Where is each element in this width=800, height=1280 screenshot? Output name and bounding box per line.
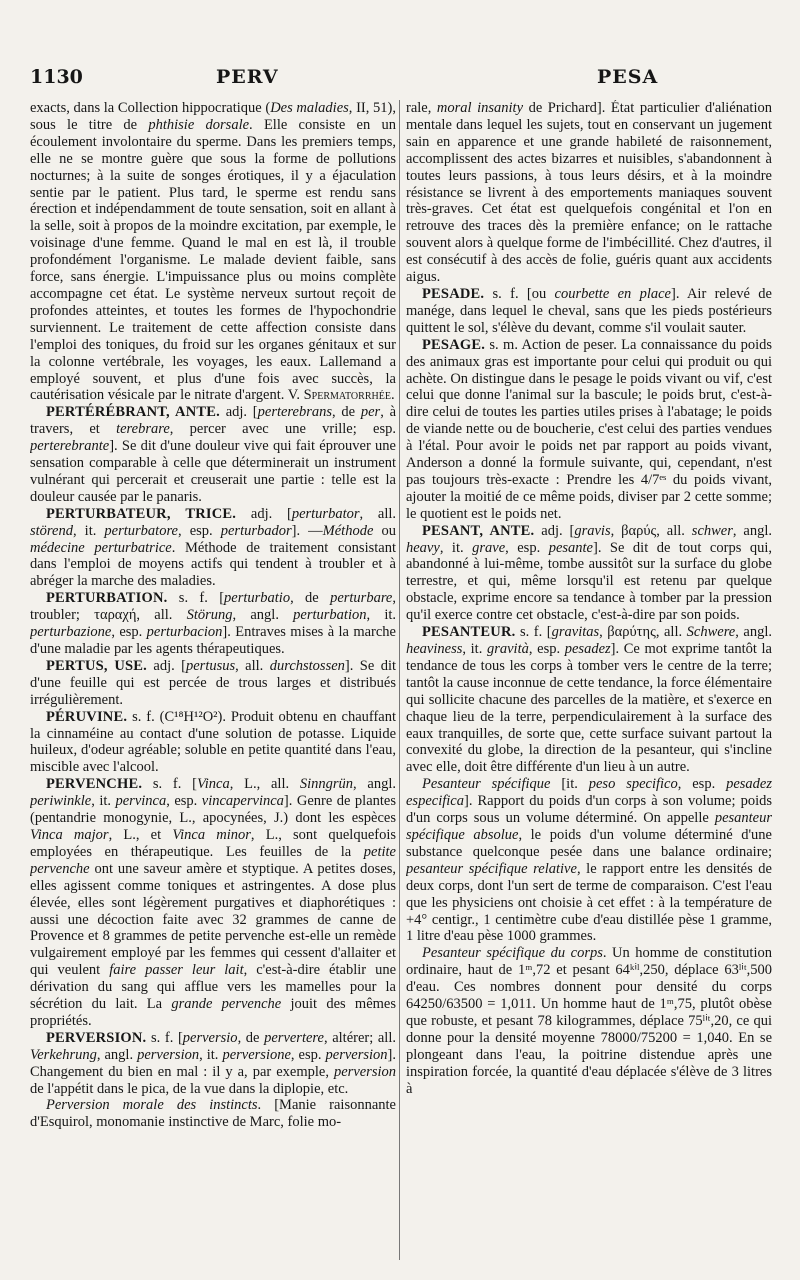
entry-text: , à travers, et	[30, 404, 396, 438]
entry-text: , c'est-à-dire établir une dérivation du sang qui afflue vers les mamelles pour la sécrétion du lait. La	[30, 962, 396, 1013]
dictionary-entry	[30, 404, 396, 505]
dictionary-entry	[406, 523, 772, 624]
italic-term: courbette en place	[554, 285, 671, 302]
entry-text: , esp.	[677, 776, 727, 793]
italic-term: phthisie dorsale	[148, 116, 250, 133]
entry-text: , le poids d'un volume déterminé d'une substance quelconque pesée dans une balance ordinaire;	[406, 826, 772, 860]
italic-term: grave	[472, 539, 506, 556]
italic-term: pesante	[548, 539, 593, 556]
italic-term: perversione	[222, 1046, 291, 1063]
italic-term: pesanteur spécifique relative	[406, 860, 577, 877]
entry-text: s. f. (C¹⁸H¹²O²). Produit obtenu en chauffant la cinnaméine au contact d'une solution de potasse. Liquide huileux, d'odeur agréable; soluble en petite quantité dans l'eau, miscible avec l'alcool.	[30, 708, 396, 776]
entry-headword: PERTUS, USE.	[46, 657, 147, 674]
italic-term: Vinca major	[30, 826, 109, 843]
italic-term: durchstossen	[269, 657, 345, 674]
italic-term: störend	[30, 522, 73, 539]
entry-text: . [Manie raisonnante d'Esquirol, monomanie instinctive de Marc, folie mo-	[30, 1097, 396, 1131]
italic-term: perturbador	[220, 522, 292, 539]
italic-term: perturbatore	[104, 522, 178, 539]
dictionary-entry	[406, 945, 772, 1097]
italic-term: perterebrante	[30, 438, 110, 455]
entry-text: [it.	[550, 776, 589, 793]
italic-term: gravitas	[551, 624, 600, 641]
entry-text: ]. Ce mot exprime tantôt la tendance de tous les corps à tomber vers le centre de la terre; tantôt la cause inconnue de cette tendance, la force élémentaire qui sollicite chacune des parcelles de la matière, et s'exerce en chaque lieu de la terre, perpendiculairement à la surface des eaux tranquilles, de sorte que, cette surface suivant partout la convexité du globe, la direction de la pesanteur, qui s'incline avec elle, doit être différente d'un lieu à un autre.	[406, 641, 772, 776]
italic-term: per	[360, 404, 381, 421]
entry-text: , de	[332, 404, 361, 421]
italic-term: vincapervinca	[201, 793, 284, 810]
entry-text: , altérer; all.	[323, 1029, 396, 1046]
dictionary-entry	[30, 506, 396, 591]
dictionary-entry	[30, 1030, 396, 1098]
italic-term: pesadez especifica	[406, 776, 772, 810]
italic-term: Pesanteur spécifique du corps	[422, 945, 603, 962]
entry-text: , βαρύτης, all.	[599, 624, 687, 641]
italic-term: Des maladies	[270, 100, 349, 116]
entry-text: , angl.	[735, 624, 772, 641]
entry-text: adj. [	[219, 404, 258, 421]
entry-text: ]. —	[291, 522, 323, 539]
entry-text: , L., all.	[229, 776, 300, 793]
italic-term: perversion	[137, 1046, 200, 1063]
entry-text: ]. Genre de plantes (pentandrie monogynie, L., apocynées, J.) dont les espèces	[30, 793, 396, 827]
italic-term: faire passer leur lait	[109, 962, 244, 979]
italic-term: gravità	[486, 641, 529, 657]
continued-paragraph	[30, 100, 396, 404]
entry-text: Spermatorrhée	[303, 387, 391, 404]
italic-term: perturbacion	[146, 624, 223, 641]
italic-term: perversio	[182, 1029, 238, 1046]
italic-term: Perversion morale des instincts	[46, 1097, 258, 1114]
entry-text: ont une saveur amère et styptique. A petites doses, elles agissent comme toniques et astringentes. A dose plus élevée, elles sont légèrement purgatives et diaphorétiques : aussi une décoction faite avec 32 grammes de canne de Provence et 8 grammes de petite pervenche est-elle un remède vulgairement employé par les femmes qui cessent d'allaiter et qui veulent	[30, 860, 396, 979]
entry-text: ]. Rapport du poids d'un corps à son volume; poids d'un corps sous un volume déterminé. On appelle	[406, 793, 772, 827]
entry-text: , II, 51), sous le titre de	[30, 100, 396, 133]
entry-text: , it.	[366, 607, 396, 624]
column-divider	[399, 100, 400, 1260]
entry-headword: PESADE.	[422, 285, 485, 302]
italic-term: perturbation	[293, 607, 367, 624]
entry-text: exacts, dans la Collection hippocratique (	[30, 100, 271, 116]
italic-term: perturbare	[330, 590, 393, 607]
entry-text: jouit des mêmes propriétés.	[30, 996, 396, 1029]
entry-text: , percer avec une vrille; esp.	[169, 421, 396, 438]
entry-text: , esp.	[290, 1046, 326, 1063]
italic-term: pervertere	[264, 1029, 324, 1046]
entry-text: .	[390, 387, 395, 404]
entry-text: , it.	[91, 793, 116, 810]
entry-text: ]. Air relevé de manége, dans lequel le cheval, sans que les pieds postérieurs quittent le sol, s'élève du devant, comme s'il voulait sauter.	[406, 285, 772, 336]
entry-text: ]. Se dit de tout corps qui, abandonné à lui-même, tombe aussitôt sur la surface du globe terrestre, et qui, même lorsqu'il est retenu par quelque obstacle, exprime encore sa tendance à tomber par la pression qu'il exerce contre cet obstacle, c'est-à-dire par son poids.	[406, 539, 772, 624]
entry-text: rale,	[406, 100, 437, 116]
italic-term: Vinca minor	[172, 826, 251, 843]
entry-text: , angl.	[353, 776, 396, 793]
entry-text: s. f. [	[146, 1029, 183, 1046]
entry-text: , troubler; ταραχή, all.	[30, 590, 396, 624]
italic-term: perturbazione	[30, 624, 112, 641]
entry-text: , it.	[199, 1046, 223, 1063]
entry-text: ]. Changement du bien en mal : il y a, par exemple,	[30, 1046, 396, 1080]
entry-headword: PESANTEUR.	[422, 624, 516, 641]
dictionary-entry	[30, 1097, 396, 1131]
entry-text: . Elle consiste en un écoulement involontaire du sperme. Dans les premiers temps, elle ne se montre guère que sous la forme de pollutions nocturnes; à la suite de songes érotiques, il y a éjaculation sentie par le patient. Plus tard, le sperme est rendu sans érection et indépendamment de toute sensation, soit en allant à la selle, soit à propos de la moindre excitation, par exemple, le voisinage d'une femme. Quand le mal en est là, il trouble profondément l'organisme. Le malade devient faible, sans force, sans énergie. L'impuissance plus ou moins complète accompagne cet état. Le système nerveux surtout reçoit de profondes atteintes, et toutes les formes de l'hypochondrie surviennent. Le traitement de cette affection consiste dans l'emploi des toniques, du froid sur les organes génitaux et sur la colonne vertébrale, les voyages, les eaux. Lallemand a employé souvent, et plus d'une fois avec succès, la cautérisation vésicale par le nitrate d'argent. V.	[30, 116, 396, 404]
entry-headword: PESAGE.	[422, 336, 486, 353]
dictionary-entry	[30, 658, 396, 709]
entry-headword: PERTURBATEUR, TRICE.	[46, 505, 237, 522]
entry-text: , angl.	[96, 1046, 138, 1063]
italic-term: periwinkle	[30, 793, 92, 810]
right-column	[406, 100, 772, 1260]
italic-term: perversion	[325, 1046, 388, 1063]
italic-term: Méthode	[322, 522, 374, 539]
entry-text: . Un homme de constitution ordinaire, haut de 1ᵐ,72 et pesant 64ᵏⁱˡ,250, déplace 63ˡⁱᵗ,500 d'eau. Ces nombres donnent pour densité du corps 64250/63500 = 1,011. Un homme haut de 1ᵐ,75, plutôt obèse que robuste, et pesant 78 kilogrammes, déplace 75ˡⁱᵗ,20, ce qui donne pour la densité moyenne 78000/75200 = 1,040. En se plongeant dans l'eau, la poitrine distendue après une inspiration forcée, la quantité d'eau déplacée s'élève de 3 litres à	[406, 945, 772, 1097]
entry-text: , all.	[359, 505, 396, 522]
guide-word-right: PESA	[597, 66, 659, 88]
entry-headword: PÉRUVINE.	[46, 708, 128, 725]
dictionary-entry	[406, 286, 772, 337]
entry-text: s. f. [	[142, 776, 197, 793]
entry-text: s. f. [	[515, 624, 552, 641]
entry-text: , esp.	[178, 522, 221, 539]
italic-term: perversion	[333, 1063, 396, 1080]
italic-term: peso specifico	[588, 776, 678, 793]
italic-term: médecine perturbatrice	[30, 539, 172, 556]
dictionary-entry	[30, 776, 396, 1030]
entry-text: de l'appétit dans le pica, de la vue dans la diplopie, etc.	[30, 1080, 349, 1097]
italic-term: pervinca	[115, 793, 167, 810]
entry-text: , esp.	[111, 624, 147, 641]
entry-text: ou	[373, 522, 396, 539]
italic-term: petite pervenche	[30, 843, 396, 877]
italic-term: gravis	[574, 522, 611, 539]
entry-text: , all.	[235, 657, 270, 674]
entry-text: ]. Entraves mises à la marche d'une maladie par les agents thérapeutiques.	[30, 624, 396, 657]
entry-headword: PERTÉRÉBRANT, ANTE.	[46, 404, 220, 421]
entry-text: , angl.	[232, 607, 294, 624]
entry-text: , esp.	[166, 793, 202, 810]
entry-text: , le rapport entre les densités de deux corps, dont l'un sert de terme de comparaison. C'est l'eau que les physiciens ont choisie à cet effet : à la température de +4° centigr., 1 centimètre cube d'eau distillée pèse 1 gramme, 1 litre d'eau pèse 1000 grammes.	[406, 860, 772, 945]
entry-text: , βαρύς, all.	[610, 522, 692, 539]
entry-text: , esp.	[528, 641, 565, 657]
running-header	[30, 66, 770, 96]
entry-text: , L., sont quelquefois employées en thérapeutique. Les feuilles de la	[30, 826, 396, 860]
italic-term: pesanteur spécifique absolue	[406, 810, 772, 843]
entry-text: , it.	[439, 539, 473, 556]
dictionary-entry	[406, 337, 772, 523]
italic-term: Störung	[186, 607, 233, 624]
entry-text: , esp.	[505, 539, 549, 556]
entry-text: s. m. Action de peser. La connaissance du poids des animaux gras est importante pour celui qui produit ou qui achète. On distingue dans le pesage le poids vivant ou vif, c'est celui que donne l'animal sur la bascule; le poids brut, c'est-à-dire celui de toutes les parties utiles prises à l'abatage; le poids de viande nette ou de boucherie, c'est celui des parties vendues à l'étal. Pour avoir le poids net par rapport au poids vivant, Anderson a donné la formule suivante, qui, cependant, n'est pas toujours très-exacte : Prendre les 4/7ᵉˢ du poids vivant, ajouter la moitié de ce même poids, diviser par 2 cette somme; le quotient est le poids net.	[406, 336, 772, 522]
entry-text: , it.	[72, 522, 105, 539]
italic-term: perterebrans	[257, 404, 333, 421]
italic-term: pesadez	[564, 641, 611, 657]
italic-term: schwer	[691, 522, 733, 539]
entry-text: adj. [	[146, 657, 186, 674]
dictionary-entry	[30, 709, 396, 777]
entry-text: , de	[237, 1029, 265, 1046]
italic-term: heaviness	[406, 641, 463, 657]
dictionary-entry	[406, 776, 772, 945]
italic-term: pertusus	[185, 657, 236, 674]
continued-paragraph	[406, 100, 772, 286]
entry-text: , de	[290, 590, 331, 607]
entry-text: ]. Se dit d'une feuille qui est percée de trous larges et distribués irrégulièrement.	[30, 657, 396, 708]
page-number: 1130	[30, 66, 83, 88]
italic-term: Schwere	[686, 624, 736, 641]
entry-headword: PERVERSION.	[46, 1029, 147, 1046]
entry-text: . Méthode de traitement consistant dans l'emploi de moyens actifs qui tendent à troubler et à abréger la marche des maladies.	[30, 539, 396, 590]
entry-text: s. f. [ou	[484, 285, 555, 302]
dictionary-entry	[30, 590, 396, 658]
italic-term: Verkehrung	[30, 1046, 97, 1063]
italic-term: terebrare	[116, 421, 170, 438]
dictionary-entry	[406, 624, 772, 776]
entry-headword: PERTURBATION.	[46, 590, 168, 607]
entry-text: adj. [	[236, 505, 292, 522]
entry-headword: PESANT, ANTE.	[422, 522, 535, 539]
entry-text: , it.	[462, 641, 487, 657]
entry-text: , L., et	[108, 826, 173, 843]
italic-term: heavy	[406, 539, 440, 556]
entry-text: s. f. [	[167, 590, 225, 607]
italic-term: Vinca	[196, 776, 230, 793]
italic-term: perturbatio	[224, 590, 291, 607]
entry-text: adj. [	[534, 522, 575, 539]
entry-text: , angl.	[732, 522, 772, 539]
italic-term: grande pervenche	[171, 996, 282, 1013]
left-column	[30, 100, 396, 1260]
italic-term: perturbator	[291, 505, 360, 522]
italic-term: Sinngrün	[299, 776, 354, 793]
entry-text: de Prichard]. État particulier d'aliénation mentale dans lequel les sujets, tout en conservant un jugement sain en apparence et une grande habileté de raisonnement, accomplissent des actes bizarres et nuisibles, s'abandonnent à toutes leurs passions, à tous leurs désirs, et à la moindre résistance se livrent à des emportements maniaques souvent très-graves. Cet état est quelquefois congénital et l'on en retrouve des traces dès la première enfance; on le rattache souvent alors à quelque forme de l'imbécillité. Chez d'autres, il est consécutif à des accès de folie, guéris quant aux accidents aigus.	[406, 100, 772, 286]
guide-word-left: PERV	[216, 66, 279, 88]
entry-text: ]. Se dit d'une douleur vive qui fait éprouver une sensation comparable à celle que déterminerait un instrument vulnérant qui percerait et creuserait une partie : telle est la douleur causée par le panaris.	[30, 438, 396, 505]
italic-term: moral insanity	[436, 100, 524, 116]
entry-headword: PERVENCHE.	[46, 776, 143, 793]
italic-term: Pesanteur spécifique	[422, 776, 551, 793]
